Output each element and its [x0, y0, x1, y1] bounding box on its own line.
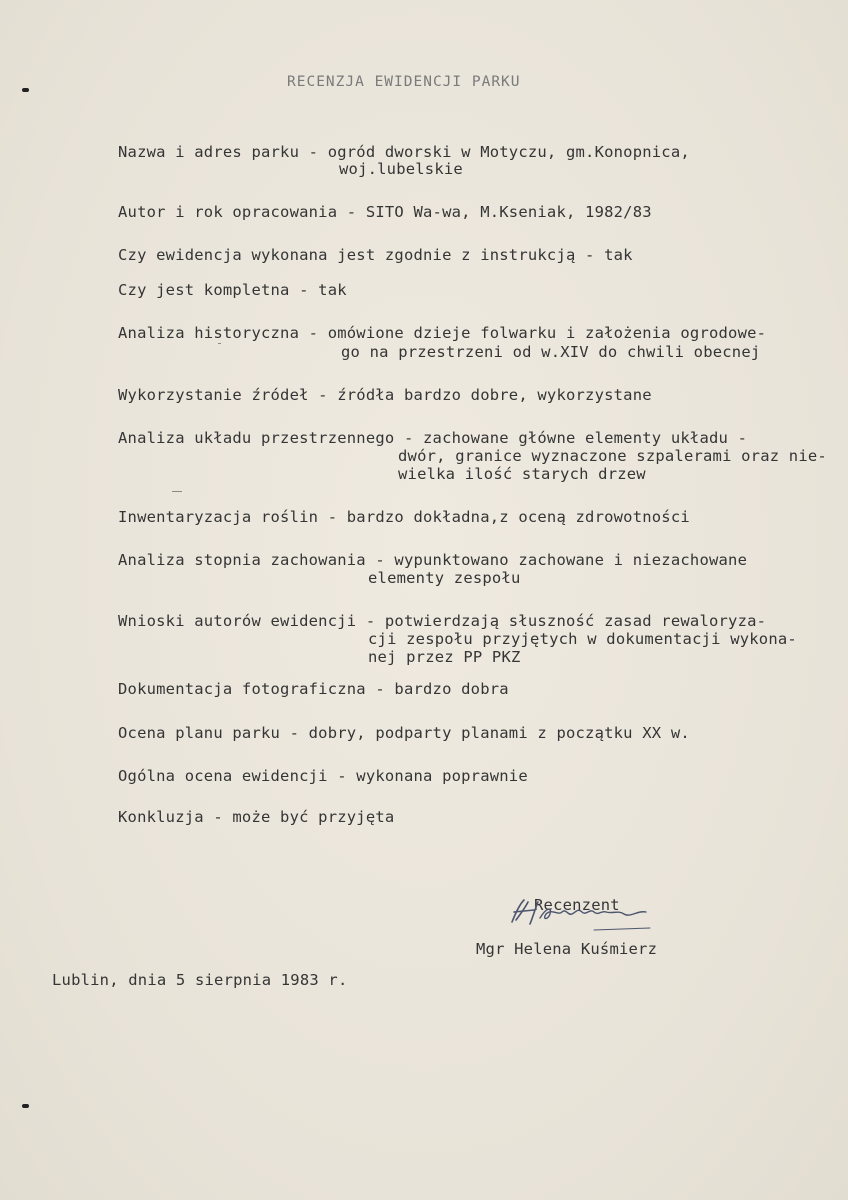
document-title: RECENZJA EWIDENCJI PARKU: [287, 74, 521, 90]
line-photo: Dokumentacja fotograficzna - bardzo dobra: [118, 680, 509, 698]
scan-speck: [172, 491, 182, 492]
line-conclusion: Konkluzja - może być przyjęta: [118, 808, 395, 826]
line-plan: Ocena planu parku - dobry, podparty planami z początku XX w.: [118, 724, 690, 742]
place-date: Lublin, dnia 5 sierpnia 1983 r.: [52, 971, 348, 989]
line-park-name-cont: woj.lubelskie: [339, 160, 463, 178]
line-sources: Wykorzystanie źródeł - źródła bardzo dobre, wykorzystane: [118, 386, 652, 404]
line-historical-cont: go na przestrzeni od w.XIV do chwili obecnej: [341, 343, 761, 361]
line-conclusions-cont1: cji zespołu przyjętych w dokumentacji wykona-: [368, 630, 797, 648]
punch-mark: [22, 88, 29, 92]
line-overall: Ogólna ocena ewidencji - wykonana poprawnie: [118, 767, 528, 785]
line-spatial-cont1: dwór, granice wyznaczone szpalerami oraz nie-: [398, 447, 827, 465]
line-plants: Inwentaryzacja roślin - bardzo dokładna,z oceną zdrowotności: [118, 508, 690, 526]
handwritten-signature: [500, 890, 660, 940]
line-conclusions: Wnioski autorów ewidencji - potwierdzają słuszność zasad rewaloryza-: [118, 612, 767, 630]
line-complete: Czy jest kompletna - tak: [118, 281, 347, 299]
line-author: Autor i rok opracowania - SITO Wa-wa, M.Kseniak, 1982/83: [118, 203, 652, 221]
line-spatial: Analiza układu przestrzennego - zachowane główne elementy układu -: [118, 429, 748, 447]
line-park-name: Nazwa i adres parku - ogród dworski w Motyczu, gm.Konopnica,: [118, 143, 690, 161]
reviewer-label: Recenzent: [534, 896, 620, 914]
scan-speck: [218, 343, 221, 344]
line-conclusions-cont2: nej przez PP PKZ: [368, 648, 521, 666]
reviewer-name: Mgr Helena Kuśmierz: [476, 940, 658, 958]
line-preservation: Analiza stopnia zachowania - wypunktowano zachowane i niezachowane: [118, 551, 748, 569]
line-preservation-cont: elementy zespołu: [368, 569, 521, 587]
line-instruction: Czy ewidencja wykonana jest zgodnie z instrukcją - tak: [118, 246, 633, 264]
line-spatial-cont2: wielka ilość starych drzew: [398, 465, 646, 483]
punch-mark: [22, 1104, 29, 1108]
line-historical: Analiza historyczna - omówione dzieje folwarku i założenia ogrodowe-: [118, 324, 767, 342]
